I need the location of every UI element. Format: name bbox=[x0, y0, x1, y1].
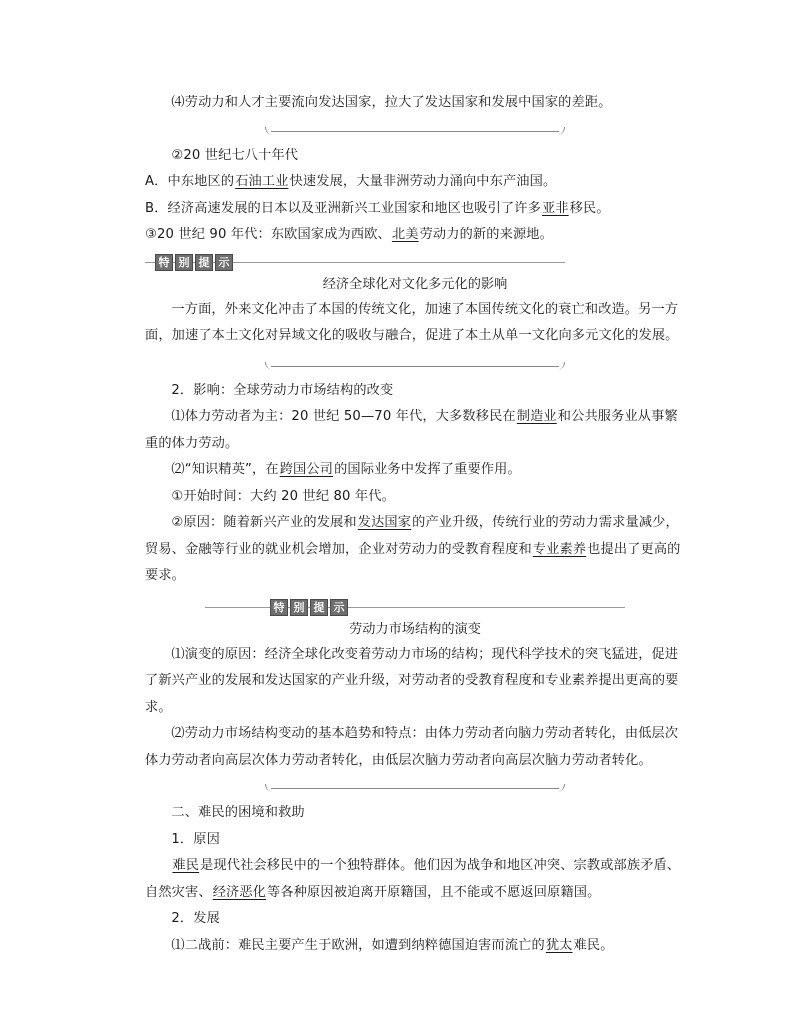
tip-banner bbox=[145, 596, 685, 618]
tip-badge-char: 示 bbox=[215, 254, 233, 271]
text-run: 快速发展，大量非洲劳动力涌向中东产油国。 bbox=[289, 174, 557, 189]
cause-paragraph bbox=[145, 853, 685, 906]
tip-body: 一方面，外来文化冲击了本国的传统文化，加速了本国传统文化的衰亡和改造。另一方面，加速了本土文化对异域文化的吸收与融合，促进了本土从单一文化向多元文化的发展。 bbox=[145, 301, 679, 343]
tip-badge-char: 示 bbox=[330, 599, 348, 616]
tip-badge-char: 提 bbox=[195, 254, 213, 271]
fill-blank: 制造业 bbox=[516, 409, 557, 424]
text-run: A．中东地区的 bbox=[145, 174, 235, 189]
period-item-b bbox=[145, 196, 685, 223]
impact-item-2 bbox=[145, 457, 685, 484]
text-run: 移民。 bbox=[569, 200, 610, 216]
fill-blank: 跨国公司 bbox=[279, 462, 334, 477]
section-divider bbox=[265, 784, 565, 792]
tip-title: 劳动力市场结构的演变 bbox=[349, 621, 481, 637]
text-run: 的产业升级，传统行业的劳动力需求量减少，贸易、金融等行业的就业机会增加，企业对劳动力的受教育程度和 bbox=[145, 515, 679, 557]
text-run: 的国际业务中发挥了重要作用。 bbox=[334, 462, 521, 477]
tip-title: 经济全球化对文化多元化的影响 bbox=[322, 276, 508, 292]
development-item-1 bbox=[145, 933, 685, 960]
text-run: ⑵“知识精英”，在 bbox=[171, 462, 279, 477]
intro-paragraph: ⑷劳动力和人才主要流向发达国家，拉大了发达国家和发展中国家的差距。 bbox=[171, 95, 612, 110]
tip-badge bbox=[155, 254, 233, 271]
refugee-heading: 二、难民的困境和救助 bbox=[171, 805, 305, 820]
period-item-c bbox=[145, 222, 685, 249]
text-run: 劳动力的新的来源地。 bbox=[419, 227, 553, 242]
text-run: 也提出了更高的要求。 bbox=[145, 541, 681, 583]
fill-blank: 亚非 bbox=[541, 200, 569, 216]
section-divider bbox=[265, 362, 565, 370]
text-run: ②原因：随着新兴产业的发展和 bbox=[171, 515, 357, 530]
text-run: ③20 世纪 90 年代：东欧国家成为西欧、 bbox=[145, 227, 391, 242]
tip-badge-char: 特 bbox=[270, 599, 288, 616]
period-heading: ②20 世纪七八十年代 bbox=[171, 147, 299, 163]
tip-badge bbox=[270, 599, 348, 616]
document-page bbox=[145, 88, 685, 959]
fill-blank: 石油工业 bbox=[235, 174, 289, 189]
development-heading: 2．发展 bbox=[171, 911, 220, 926]
cause-heading: 1．原因 bbox=[171, 831, 220, 847]
impact-item-1 bbox=[145, 404, 685, 457]
impact-item-4 bbox=[145, 510, 685, 590]
impact-heading: 2．影响：全球劳动力市场结构的改变 bbox=[171, 382, 394, 398]
fill-blank: 难民 bbox=[172, 858, 200, 873]
fill-blank: 犹太 bbox=[545, 937, 573, 953]
text-run: 是现代社会移民中的一个独特群体。他们因为战争和地区冲突、宗教或部族矛盾、自然灾害、 bbox=[145, 858, 681, 900]
tip-body: ⑴演变的原因：经济全球化改变着劳动力市场的结构；现代科学技术的突飞猛进，促进了新兴产业的发展和发达国家的产业升级，对劳动者的受教育程度和专业素养提出更高的要求。 bbox=[145, 646, 679, 715]
tip-rule bbox=[205, 607, 625, 608]
fill-blank: 专业素养 bbox=[532, 541, 587, 557]
tip-badge-char: 提 bbox=[310, 599, 328, 616]
text-run: 等各种原因被迫离开原籍国，且不能或不愿返回原籍国。 bbox=[267, 884, 601, 900]
tip-banner bbox=[145, 251, 685, 273]
fill-blank: 北美 bbox=[391, 227, 419, 242]
text-run: B．经济高速发展的日本以及亚洲新兴工业国家和地区也吸引了许多 bbox=[145, 200, 541, 216]
fill-blank: 发达国家 bbox=[357, 515, 412, 530]
text-run: ⑴体力劳动者为主：20 世纪 50—70 年代，大多数移民在 bbox=[171, 409, 516, 424]
tip-badge-char: 别 bbox=[175, 254, 193, 271]
text-run: 和公共服务业从事繁重的体力劳动。 bbox=[145, 409, 678, 451]
text-run: ⑴二战前：难民主要产生于欧洲，如遭到纳粹德国迫害而流亡的 bbox=[171, 937, 545, 953]
impact-item-3: ①开始时间：大约 20 世纪 80 年代。 bbox=[171, 488, 395, 504]
section-divider bbox=[265, 127, 565, 135]
period-item-a bbox=[145, 169, 685, 196]
tip-badge-char: 特 bbox=[155, 254, 173, 271]
tip-badge-char: 别 bbox=[290, 599, 308, 616]
fill-blank: 经济恶化 bbox=[212, 884, 267, 900]
text-run: 难民。 bbox=[573, 937, 614, 953]
tip-body: ⑵劳动力市场结构变动的基本趋势和特点：由体力劳动者向脑力劳动者转化，由低层次体力劳动者向高层次体力劳动者转化，由低层次脑力劳动者向高层次脑力劳动者转化。 bbox=[145, 726, 679, 768]
